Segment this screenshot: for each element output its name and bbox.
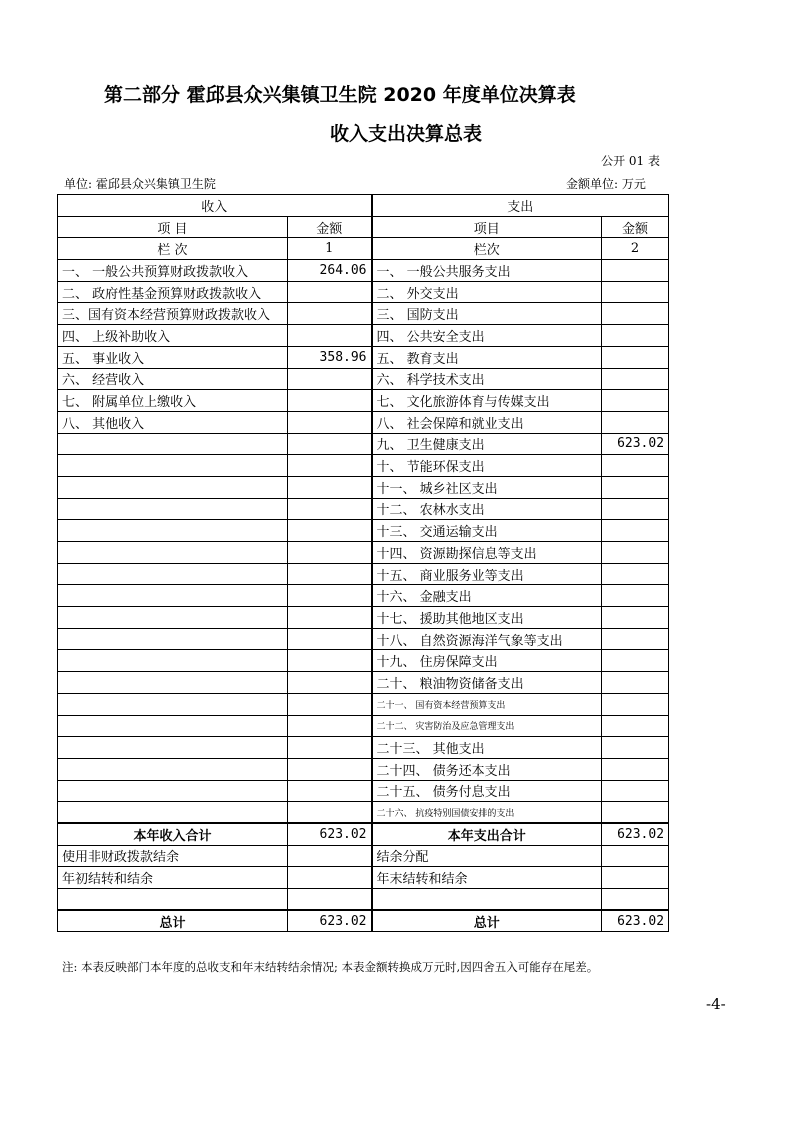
income-amount-cell: 264.06 xyxy=(288,260,372,282)
total-income-amount: 623.02 xyxy=(288,823,372,845)
table-row xyxy=(58,650,669,672)
table-row xyxy=(58,433,669,455)
expense-amount-cell xyxy=(602,758,669,780)
income-item-cell xyxy=(58,737,288,759)
table-row xyxy=(58,585,669,607)
income-item-cell xyxy=(58,693,288,715)
expense-amount-cell xyxy=(602,303,669,325)
income-item-cell: 二、 政府性基金预算财政拨款收入 xyxy=(58,281,288,303)
table-row xyxy=(58,368,669,390)
expense-amount-cell xyxy=(602,346,669,368)
expense-amount-cell xyxy=(602,715,669,737)
expense-amount-cell xyxy=(602,628,669,650)
row-order-label-2: 栏次 xyxy=(372,238,602,260)
expense-amount-cell xyxy=(602,498,669,520)
grand-total-income-amount: 623.02 xyxy=(288,910,372,932)
total-expense-label: 本年支出合计 xyxy=(372,823,602,845)
income-amount-cell xyxy=(288,542,372,564)
expense-amount-cell xyxy=(602,607,669,629)
expense-amount-cell xyxy=(602,476,669,498)
expense-item-cell: 七、 文化旅游体育与传媒支出 xyxy=(372,390,602,412)
grand-total-expense-amount: 623.02 xyxy=(602,910,669,932)
total-expense-amount: 623.02 xyxy=(602,823,669,845)
expense-item-cell: 四、 公共安全支出 xyxy=(372,325,602,347)
income-item-cell xyxy=(58,433,288,455)
table-row xyxy=(58,325,669,347)
table-row xyxy=(58,476,669,498)
expense-item-cell: 九、 卫生健康支出 xyxy=(372,433,602,455)
income-amount-cell xyxy=(288,693,372,715)
income-amount-cell xyxy=(288,672,372,694)
income-item-cell xyxy=(58,715,288,737)
expense-amount-column-header: 金额 xyxy=(602,216,669,238)
income-item-cell xyxy=(58,650,288,672)
expense-item-cell: 十四、 资源勘探信息等支出 xyxy=(372,542,602,564)
income-item-cell xyxy=(58,628,288,650)
table-row xyxy=(58,390,669,412)
income-amount-cell xyxy=(288,303,372,325)
income-amount-cell xyxy=(288,563,372,585)
table-row xyxy=(58,672,669,694)
table-row xyxy=(58,758,669,780)
expense-item-cell: 十七、 援助其他地区支出 xyxy=(372,607,602,629)
expense-amount-cell xyxy=(602,563,669,585)
expense-item-cell xyxy=(372,889,602,911)
expense-amount-cell xyxy=(602,585,669,607)
income-item-cell xyxy=(58,889,288,911)
income-item-cell xyxy=(58,542,288,564)
expense-item-cell: 二十、 粮油物资储备支出 xyxy=(372,672,602,694)
expense-amount-cell xyxy=(602,650,669,672)
expense-amount-cell xyxy=(602,672,669,694)
expense-item-cell: 六、 科学技术支出 xyxy=(372,368,602,390)
income-amount-column-header: 金额 xyxy=(288,216,372,238)
income-item-cell xyxy=(58,802,288,824)
income-item-cell xyxy=(58,607,288,629)
expense-item-cell: 五、 教育支出 xyxy=(372,346,602,368)
income-amount-cell xyxy=(288,845,372,867)
expense-item-cell: 结余分配 xyxy=(372,845,602,867)
grand-total-income-label: 总计 xyxy=(58,910,288,932)
expense-amount-cell xyxy=(602,520,669,542)
expense-amount-cell xyxy=(602,737,669,759)
income-amount-cell xyxy=(288,498,372,520)
expense-amount-cell xyxy=(602,889,669,911)
expense-item-cell: 十九、 住房保障支出 xyxy=(372,650,602,672)
income-amount-cell xyxy=(288,889,372,911)
income-amount-cell xyxy=(288,585,372,607)
table-row xyxy=(58,563,669,585)
table-row xyxy=(58,498,669,520)
table-row xyxy=(58,715,669,737)
income-amount-cell xyxy=(288,802,372,824)
table-row xyxy=(58,889,669,911)
table-row xyxy=(58,607,669,629)
grand-total-row xyxy=(58,910,669,932)
income-amount-cell xyxy=(288,780,372,802)
expense-amount-cell xyxy=(602,411,669,433)
table-row xyxy=(58,845,669,867)
income-amount-cell xyxy=(288,715,372,737)
income-amount-cell xyxy=(288,476,372,498)
table-title: 收入支出决算总表 xyxy=(330,123,483,145)
amount-unit-label: 金额单位: 万元 xyxy=(566,177,646,191)
expense-item-cell: 二十三、 其他支出 xyxy=(372,737,602,759)
table-row xyxy=(58,411,669,433)
row-order-label: 栏 次 xyxy=(58,238,288,260)
expense-amount-cell xyxy=(602,802,669,824)
income-item-cell: 五、 事业收入 xyxy=(58,346,288,368)
expense-item-cell: 年末结转和结余 xyxy=(372,867,602,889)
table-row xyxy=(58,693,669,715)
expense-item-cell: 十八、 自然资源海洋气象等支出 xyxy=(372,628,602,650)
expense-amount-cell xyxy=(602,390,669,412)
income-item-cell: 使用非财政拨款结余 xyxy=(58,845,288,867)
table-row xyxy=(58,346,669,368)
expense-amount-cell xyxy=(602,260,669,282)
income-amount-cell xyxy=(288,455,372,477)
row-order-1: 1 xyxy=(288,238,372,260)
income-amount-cell xyxy=(288,520,372,542)
table-row xyxy=(58,303,669,325)
income-amount-cell xyxy=(288,390,372,412)
income-amount-cell xyxy=(288,758,372,780)
annual-total-row xyxy=(58,823,669,845)
total-income-label: 本年收入合计 xyxy=(58,823,288,845)
table-row xyxy=(58,260,669,282)
expense-amount-cell xyxy=(602,780,669,802)
expense-item-cell: 二十五、 债务付息支出 xyxy=(372,780,602,802)
expense-item-cell: 三、 国防支出 xyxy=(372,303,602,325)
row-order-2: 2 xyxy=(602,238,669,260)
income-item-cell xyxy=(58,563,288,585)
income-item-cell xyxy=(58,476,288,498)
table-row xyxy=(58,802,669,824)
income-item-cell: 年初结转和结余 xyxy=(58,867,288,889)
income-item-cell xyxy=(58,455,288,477)
table-row xyxy=(58,867,669,889)
income-amount-cell: 358.96 xyxy=(288,346,372,368)
income-amount-cell xyxy=(288,628,372,650)
expense-amount-cell xyxy=(602,542,669,564)
expense-item-cell: 十一、 城乡社区支出 xyxy=(372,476,602,498)
income-section-header: 收入 xyxy=(58,195,372,217)
expense-item-cell: 十二、 农林水支出 xyxy=(372,498,602,520)
table-row xyxy=(58,520,669,542)
table-row xyxy=(58,628,669,650)
expense-item-cell: 二、 外交支出 xyxy=(372,281,602,303)
expense-item-cell: 二十六、 抗疫特别国债安排的支出 xyxy=(372,802,602,824)
expense-item-cell: 十三、 交通运输支出 xyxy=(372,520,602,542)
expense-amount-cell xyxy=(602,455,669,477)
income-amount-cell xyxy=(288,650,372,672)
table-row xyxy=(58,542,669,564)
expense-item-cell: 一、 一般公共服务支出 xyxy=(372,260,602,282)
income-item-cell xyxy=(58,672,288,694)
expense-item-cell: 十五、 商业服务业等支出 xyxy=(372,563,602,585)
page-number: -4- xyxy=(706,995,726,1013)
income-amount-cell xyxy=(288,368,372,390)
footnote: 注: 本表反映部门本年度的总收支和年末结转结余情况; 本表金额转换成万元时,因四舍五入可能存在尾差。 xyxy=(62,960,599,974)
income-amount-cell xyxy=(288,411,372,433)
income-expense-table xyxy=(57,194,669,932)
expense-amount-cell: 623.02 xyxy=(602,433,669,455)
income-amount-cell xyxy=(288,325,372,347)
expense-amount-cell xyxy=(602,325,669,347)
income-item-cell xyxy=(58,585,288,607)
income-item-cell xyxy=(58,780,288,802)
income-amount-cell xyxy=(288,867,372,889)
grand-total-expense-label: 总计 xyxy=(372,910,602,932)
income-item-cell: 一、 一般公共预算财政拨款收入 xyxy=(58,260,288,282)
income-amount-cell xyxy=(288,281,372,303)
expense-item-cell: 八、 社会保障和就业支出 xyxy=(372,411,602,433)
income-amount-cell xyxy=(288,433,372,455)
income-item-cell: 四、 上级补助收入 xyxy=(58,325,288,347)
expense-amount-cell xyxy=(602,867,669,889)
expense-item-cell: 十、 节能环保支出 xyxy=(372,455,602,477)
income-item-cell xyxy=(58,520,288,542)
table-row xyxy=(58,737,669,759)
income-amount-cell xyxy=(288,607,372,629)
expense-amount-cell xyxy=(602,281,669,303)
expense-amount-cell xyxy=(602,368,669,390)
income-item-cell xyxy=(58,498,288,520)
table-row xyxy=(58,780,669,802)
form-code: 公开 01 表 xyxy=(601,154,660,168)
table-row xyxy=(58,281,669,303)
document-title: 第二部分 霍邱县众兴集镇卫生院 2020 年度单位决算表 xyxy=(104,84,576,106)
income-item-cell: 六、 经营收入 xyxy=(58,368,288,390)
expense-item-cell: 二十二、 灾害防治及应急管理支出 xyxy=(372,715,602,737)
expense-item-cell: 二十四、 债务还本支出 xyxy=(372,758,602,780)
expense-section-header: 支出 xyxy=(372,195,669,217)
expense-amount-cell xyxy=(602,845,669,867)
expense-item-column-header: 项目 xyxy=(372,216,602,238)
income-item-cell: 三、国有资本经营预算财政拨款收入 xyxy=(58,303,288,325)
income-item-cell: 七、 附属单位上缴收入 xyxy=(58,390,288,412)
income-amount-cell xyxy=(288,737,372,759)
expense-item-cell: 十六、 金融支出 xyxy=(372,585,602,607)
unit-label: 单位: 霍邱县众兴集镇卫生院 xyxy=(64,177,216,191)
income-item-cell xyxy=(58,758,288,780)
expense-amount-cell xyxy=(602,693,669,715)
income-item-cell: 八、 其他收入 xyxy=(58,411,288,433)
table-row xyxy=(58,455,669,477)
income-item-column-header: 项 目 xyxy=(58,216,288,238)
expense-item-cell: 二十一、 国有资本经营预算支出 xyxy=(372,693,602,715)
